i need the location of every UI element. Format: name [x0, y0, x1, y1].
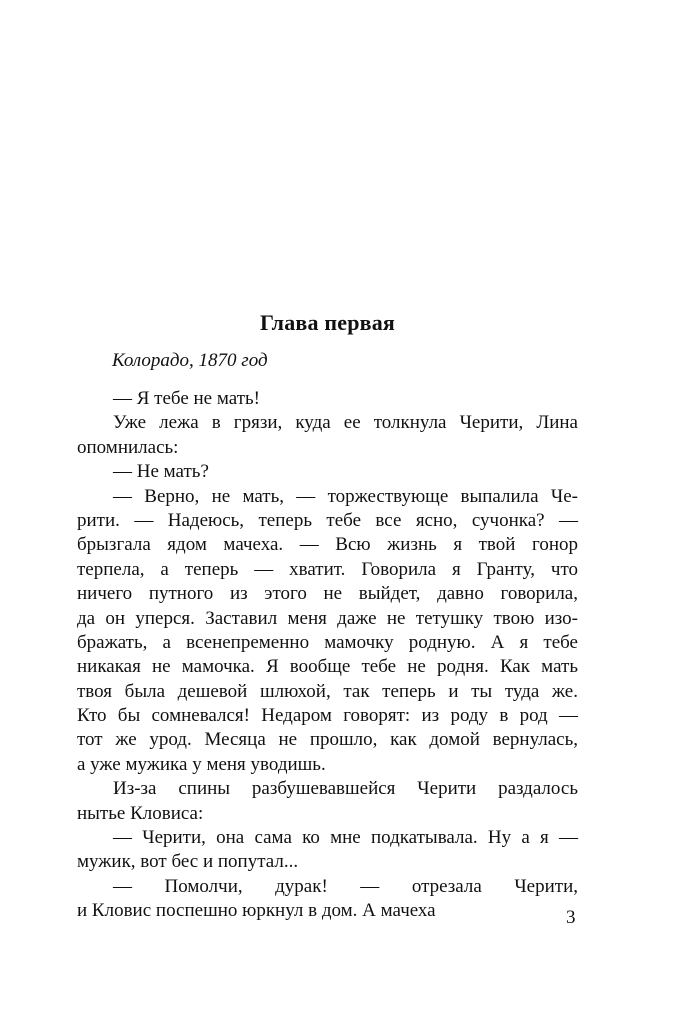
page-number: 3	[566, 907, 576, 928]
body-text	[77, 387, 578, 924]
text-line: опомнилась:	[77, 436, 179, 458]
text-line: — Помолчи, дурак! — отрезала Черити,	[113, 875, 578, 897]
text-line: никакая не мамочка. Я вообще тебе не родня. Как мать	[77, 656, 578, 678]
text-line: да он уперся. Заставил меня даже не тетушку твою изо-	[77, 607, 578, 629]
text-line: бражать, а всенепременно мамочку родную. А я тебе	[77, 631, 578, 653]
text-line: и Кловис поспешно юркнул в дом. А мачеха	[77, 900, 436, 922]
text-line: Из-за спины разбушевавшейся Черити раздалось	[113, 778, 578, 800]
text-line: — Не мать?	[113, 461, 209, 483]
text-line: терпела, а теперь — хватит. Говорила я Гранту, что	[77, 558, 578, 580]
text-line: — Верно, не мать, — торжествующе выпалила Че-	[113, 485, 578, 507]
text-line: ничего путного из этого не выйдет, давно говорила,	[77, 583, 578, 605]
text-line: нытье Кловиса:	[77, 802, 204, 824]
text-line: тот же урод. Месяца не прошло, как домой вернулась,	[77, 729, 578, 751]
text-line: — Я тебе не мать!	[113, 388, 260, 409]
text-line: брызгала ядом мачеха. — Всю жизнь я твой гонор	[77, 534, 578, 556]
chapter-title: Глава первая	[259, 310, 396, 335]
text-line: а уже мужика у меня уводишь.	[77, 753, 326, 775]
text-line: Кто бы сомневался! Недаром говорят: из роду в род —	[77, 705, 578, 727]
text-line: твоя была дешевой шлюхой, так теперь и ты туда же.	[77, 680, 578, 702]
text-line: — Черити, она сама ко мне подкатывала. Ну а я —	[113, 827, 578, 849]
chapter-subtitle: Колорадо, 1870 год	[112, 350, 268, 371]
text-line: рити. — Надеюсь, теперь тебе все ясно, сучонка? —	[77, 509, 578, 531]
text-line: мужик, вот бес и попутал...	[77, 851, 299, 873]
text-line: Уже лежа в грязи, куда ее толкнула Черити, Лина	[113, 412, 578, 434]
